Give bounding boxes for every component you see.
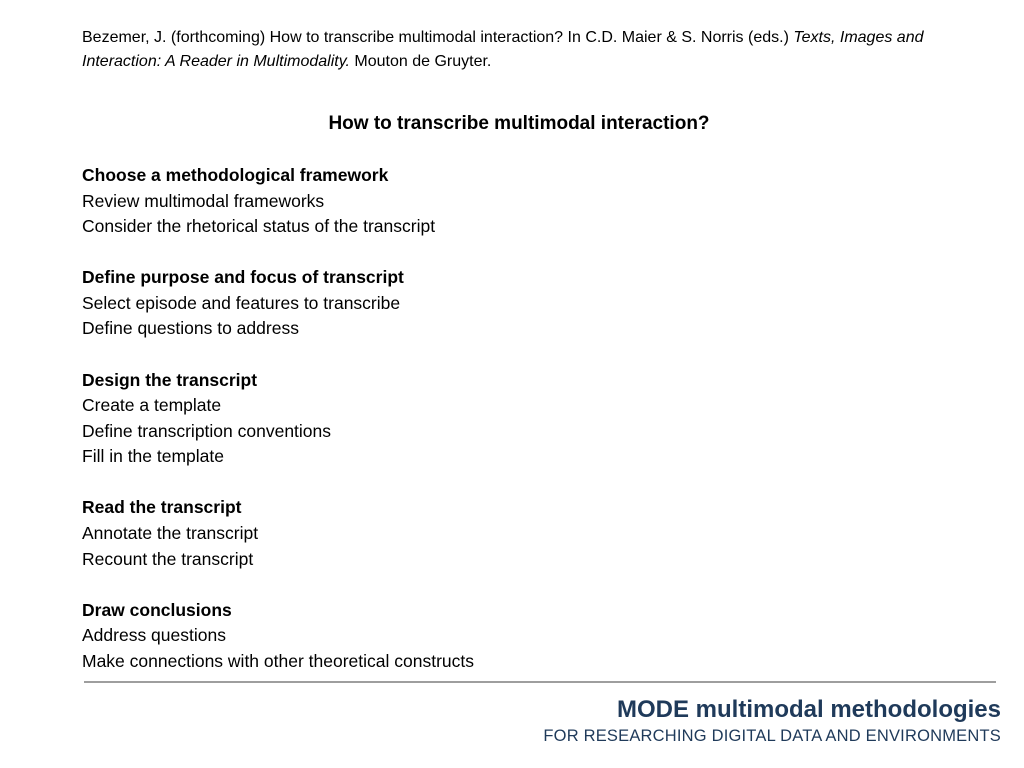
section-heading: Draw conclusions — [82, 599, 232, 620]
section-heading: Read the transcript — [82, 497, 242, 518]
section-item: Address questions — [82, 625, 226, 646]
citation-part-1: Bezemer, J. (forthcoming) How to transcribe multimodal interaction? In C.D. Maier & S. Norris (eds.) — [82, 29, 794, 46]
step-outline — [82, 163, 982, 700]
section-item: Consider the rhetorical status of the transcript — [82, 216, 436, 237]
section-item: Review multimodal frameworks — [82, 190, 325, 211]
section-read-transcript — [82, 495, 982, 572]
brand-acronym: MODE — [616, 696, 689, 723]
brand-tagline: FOR RESEARCHING DIGITAL DATA AND ENVIRONMENTS — [543, 727, 1001, 745]
section-item: Make connections with other theoretical constructs — [82, 650, 474, 671]
citation-book-title: Texts, Images and Interaction: A Reader in Multimodality. — [82, 29, 924, 70]
section-define-purpose — [82, 265, 982, 342]
section-draw-conclusions — [82, 598, 982, 675]
section-item: Create a template — [82, 395, 222, 416]
footer-brand — [543, 695, 1001, 747]
brand-subtitle: multimodal methodologies — [688, 696, 1001, 723]
section-item: Recount the transcript — [82, 548, 254, 569]
section-heading: Design the transcript — [82, 369, 258, 390]
section-item: Fill in the template — [82, 446, 225, 467]
citation-part-2: Mouton de Gruyter. — [349, 53, 492, 70]
section-item: Define transcription conventions — [82, 420, 332, 441]
section-design-transcript — [82, 368, 982, 470]
section-choose-framework — [82, 163, 982, 240]
section-item: Annotate the transcript — [82, 523, 259, 544]
citation-text — [82, 26, 962, 74]
section-item: Define questions to address — [82, 318, 299, 339]
section-heading: Choose a methodological framework — [82, 165, 389, 185]
section-item: Select episode and features to transcribe — [82, 292, 401, 313]
section-heading: Define purpose and focus of transcript — [82, 267, 404, 288]
footer-divider — [84, 681, 996, 683]
brand-name — [543, 695, 1001, 725]
page-title: How to transcribe multimodal interaction? — [328, 113, 710, 134]
